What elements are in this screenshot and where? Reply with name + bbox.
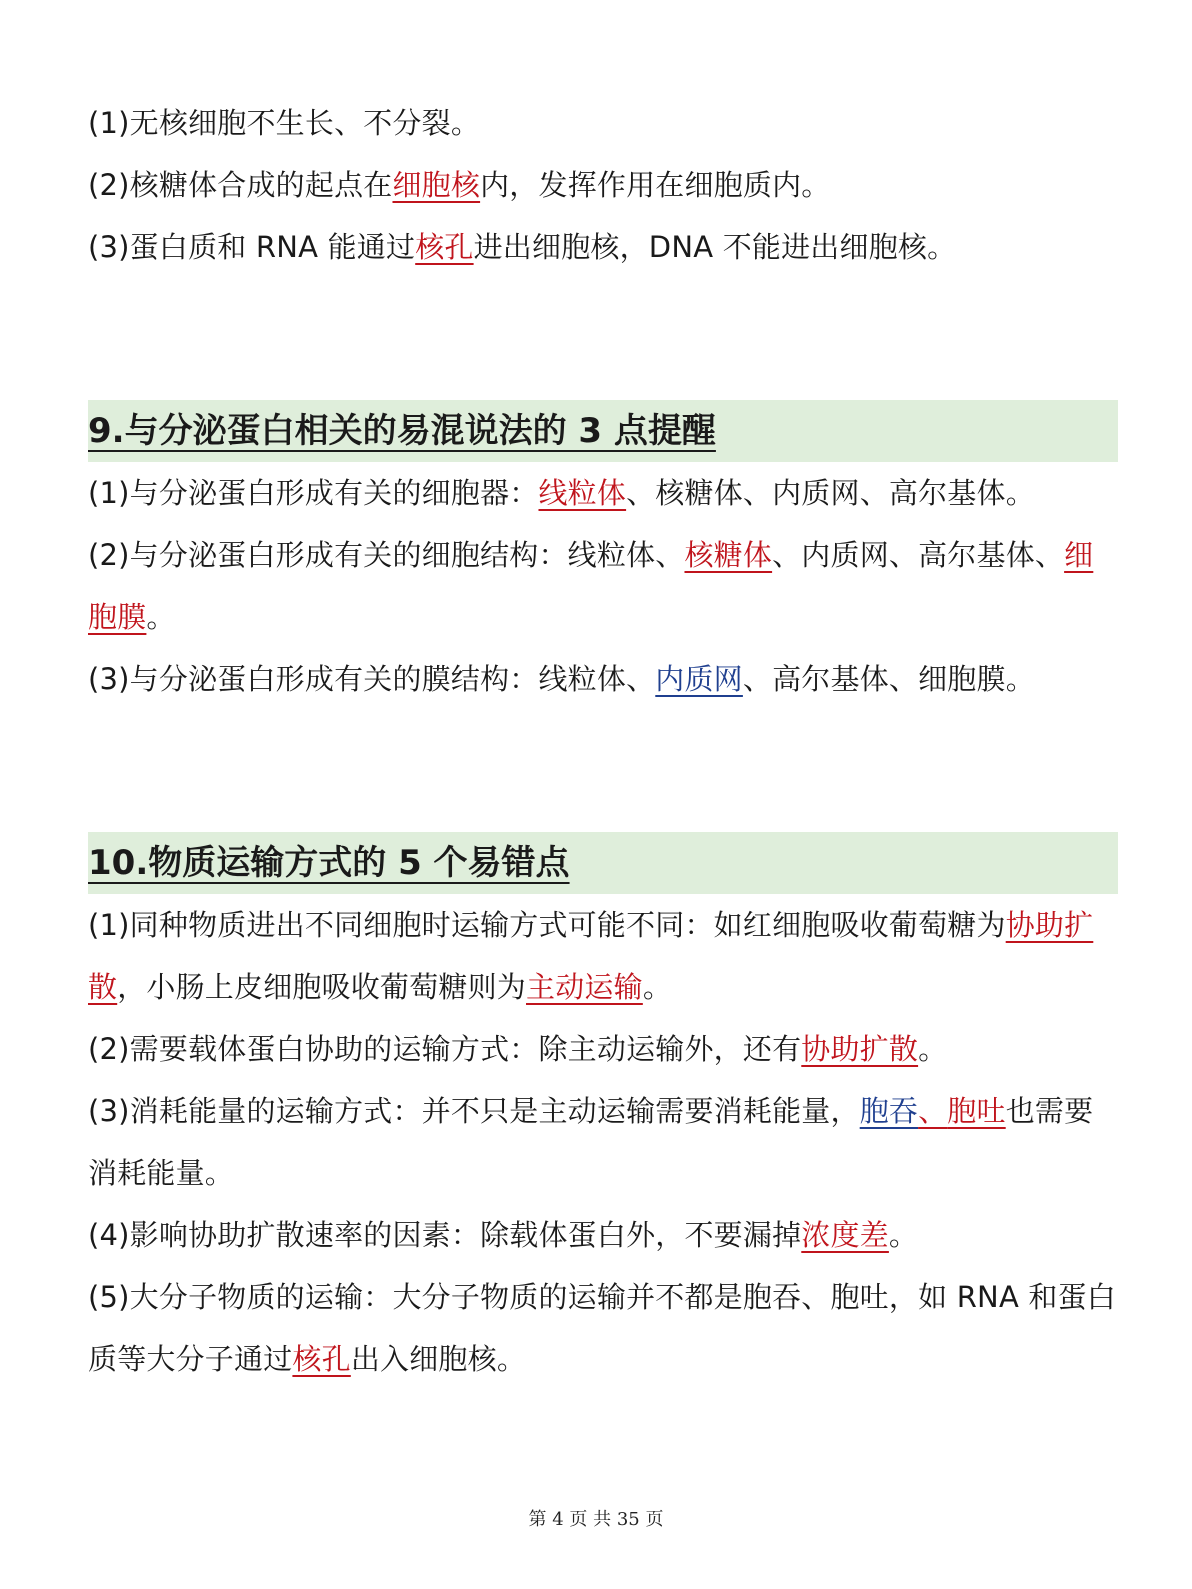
section9-heading: 9.与分泌蛋白相关的易混说法的 3 点提醒: [88, 400, 1118, 462]
keyword-highlight: 核孔: [415, 230, 474, 264]
keyword-highlight: 协助扩散: [801, 1032, 919, 1066]
section8-item-1: (1)无核细胞不生长、不分裂。: [88, 106, 481, 140]
keyword-separator: 、: [918, 1094, 948, 1128]
section9-item-1: (1)与分泌蛋白形成有关的细胞器：线粒体、核糖体、内质网、高尔基体。: [88, 476, 1035, 510]
keyword-highlight: 核糖体: [684, 538, 773, 572]
keyword-highlight-blue: 胞吞: [859, 1094, 919, 1128]
keyword-highlight: 线粒体: [538, 476, 627, 510]
section10-item-1: (1)同种物质进出不同细胞时运输方式可能不同：如红细胞吸收葡萄糖为协助扩散，小肠上皮细胞吸收葡萄糖则为主动运输。: [88, 908, 1094, 1004]
keyword-highlight-blue: 内质网: [655, 662, 743, 696]
keyword-highlight: 主动运输: [526, 970, 643, 1004]
keyword-highlight: 细胞核: [392, 168, 481, 202]
section9-item-3: (3)与分泌蛋白形成有关的膜结构：线粒体、内质网、高尔基体、细胞膜。: [88, 662, 1035, 696]
section8-item-2: (2)核糖体合成的起点在细胞核内，发挥作用在细胞质内。: [88, 168, 831, 202]
section10-item-5: (5)大分子物质的运输：大分子物质的运输并不都是胞吞、胞吐，如 RNA 和蛋白质等大分子通过核孔出入细胞核。: [88, 1280, 1116, 1376]
section8-item-3: (3)蛋白质和 RNA 能通过核孔进出细胞核，DNA 不能进出细胞核。: [88, 230, 957, 264]
keyword-highlight: 细胞膜: [88, 538, 1094, 634]
section9-item-2: (2)与分泌蛋白形成有关的细胞结构：线粒体、核糖体、内质网、高尔基体、细胞膜。: [88, 538, 1094, 634]
keyword-highlight: 浓度差: [801, 1218, 889, 1252]
keyword-highlight: 协助扩散: [88, 908, 1094, 1004]
section10-heading: 10.物质运输方式的 5 个易错点: [88, 832, 1118, 894]
keyword-highlight: 胞吐: [947, 1094, 1006, 1128]
section10-item-2: (2)需要载体蛋白协助的运输方式：除主动运输外，还有协助扩散。: [88, 1032, 948, 1066]
section10-item-4: (4)影响协助扩散速率的因素：除载体蛋白外，不要漏掉浓度差。: [88, 1218, 919, 1252]
section10-item-3: (3)消耗能量的运输方式：并不只是主动运输需要消耗能量，胞吞、胞吐也需要消耗能量。: [88, 1094, 1094, 1190]
page-number-footer: 第 4 页 共 35 页: [528, 1509, 664, 1530]
keyword-highlight: 核孔: [292, 1342, 351, 1376]
document-page: [88, 92, 1118, 1390]
